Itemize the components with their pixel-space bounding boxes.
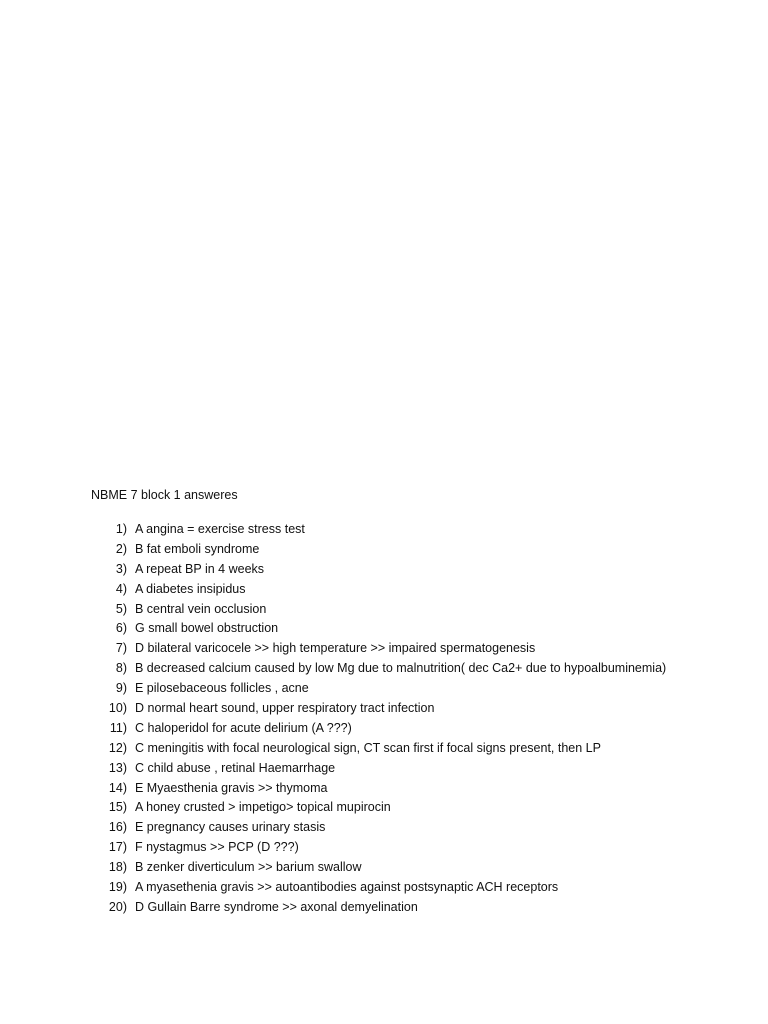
document-title: NBME 7 block 1 answeres bbox=[91, 488, 238, 502]
item-number: 7) bbox=[115, 641, 127, 656]
item-number: 3) bbox=[115, 561, 127, 576]
item-number: 2) bbox=[115, 541, 127, 556]
item-text: D Gullain Barre syndrome >> axonal demyelination bbox=[135, 899, 418, 914]
item-number: 20) bbox=[108, 899, 127, 914]
item-text: G small bowel obstruction bbox=[135, 621, 279, 636]
item-text: E Myaesthenia gravis >> thymoma bbox=[135, 780, 328, 795]
item-text: C haloperidol for acute delirium (A ???) bbox=[135, 720, 352, 735]
item-number: 9) bbox=[115, 681, 127, 696]
item-number: 18) bbox=[108, 860, 127, 875]
item-number: 14) bbox=[108, 780, 127, 795]
item-number: 17) bbox=[108, 840, 127, 855]
item-text: C child abuse , retinal Haemarrhage bbox=[135, 760, 336, 775]
item-text: D bilateral varicocele >> high temperature >> impaired spermatogenesis bbox=[135, 641, 536, 656]
item-number: 1) bbox=[115, 522, 127, 536]
item-text: B fat emboli syndrome bbox=[135, 541, 260, 556]
item-text: F nystagmus >> PCP (D ???) bbox=[135, 840, 299, 855]
item-number: 19) bbox=[108, 880, 127, 895]
item-text: A myasethenia gravis >> autoantibodies against postsynaptic ACH receptors bbox=[135, 880, 559, 895]
item-number: 10) bbox=[108, 701, 127, 716]
item-text: A angina = exercise stress test bbox=[135, 522, 305, 536]
item-text: B central vein occlusion bbox=[135, 601, 267, 616]
item-number: 15) bbox=[108, 800, 127, 815]
item-text: B zenker diverticulum >> barium swallow bbox=[135, 860, 362, 875]
item-number: 16) bbox=[108, 820, 127, 835]
item-number: 12) bbox=[108, 740, 127, 755]
item-text: E pilosebaceous follicles , acne bbox=[135, 681, 309, 696]
item-text: D normal heart sound, upper respiratory tract infection bbox=[135, 701, 435, 716]
item-number: 8) bbox=[115, 661, 127, 676]
item-number: 5) bbox=[115, 601, 127, 616]
item-number: 6) bbox=[115, 621, 127, 636]
item-number: 4) bbox=[115, 581, 127, 596]
item-text: A repeat BP in 4 weeks bbox=[135, 561, 265, 576]
item-text: E pregnancy causes urinary stasis bbox=[135, 820, 326, 835]
item-text: C meningitis with focal neurological sign, CT scan first if focal signs present, then LP bbox=[135, 740, 601, 755]
item-number: 13) bbox=[108, 760, 127, 775]
item-number: 11) bbox=[109, 720, 127, 735]
item-text: A diabetes insipidus bbox=[135, 581, 246, 596]
item-text: B decreased calcium caused by low Mg due to malnutrition( dec Ca2+ due to hypoalbuminemia) bbox=[135, 661, 667, 676]
item-text: A honey crusted > impetigo> topical mupirocin bbox=[135, 800, 391, 815]
